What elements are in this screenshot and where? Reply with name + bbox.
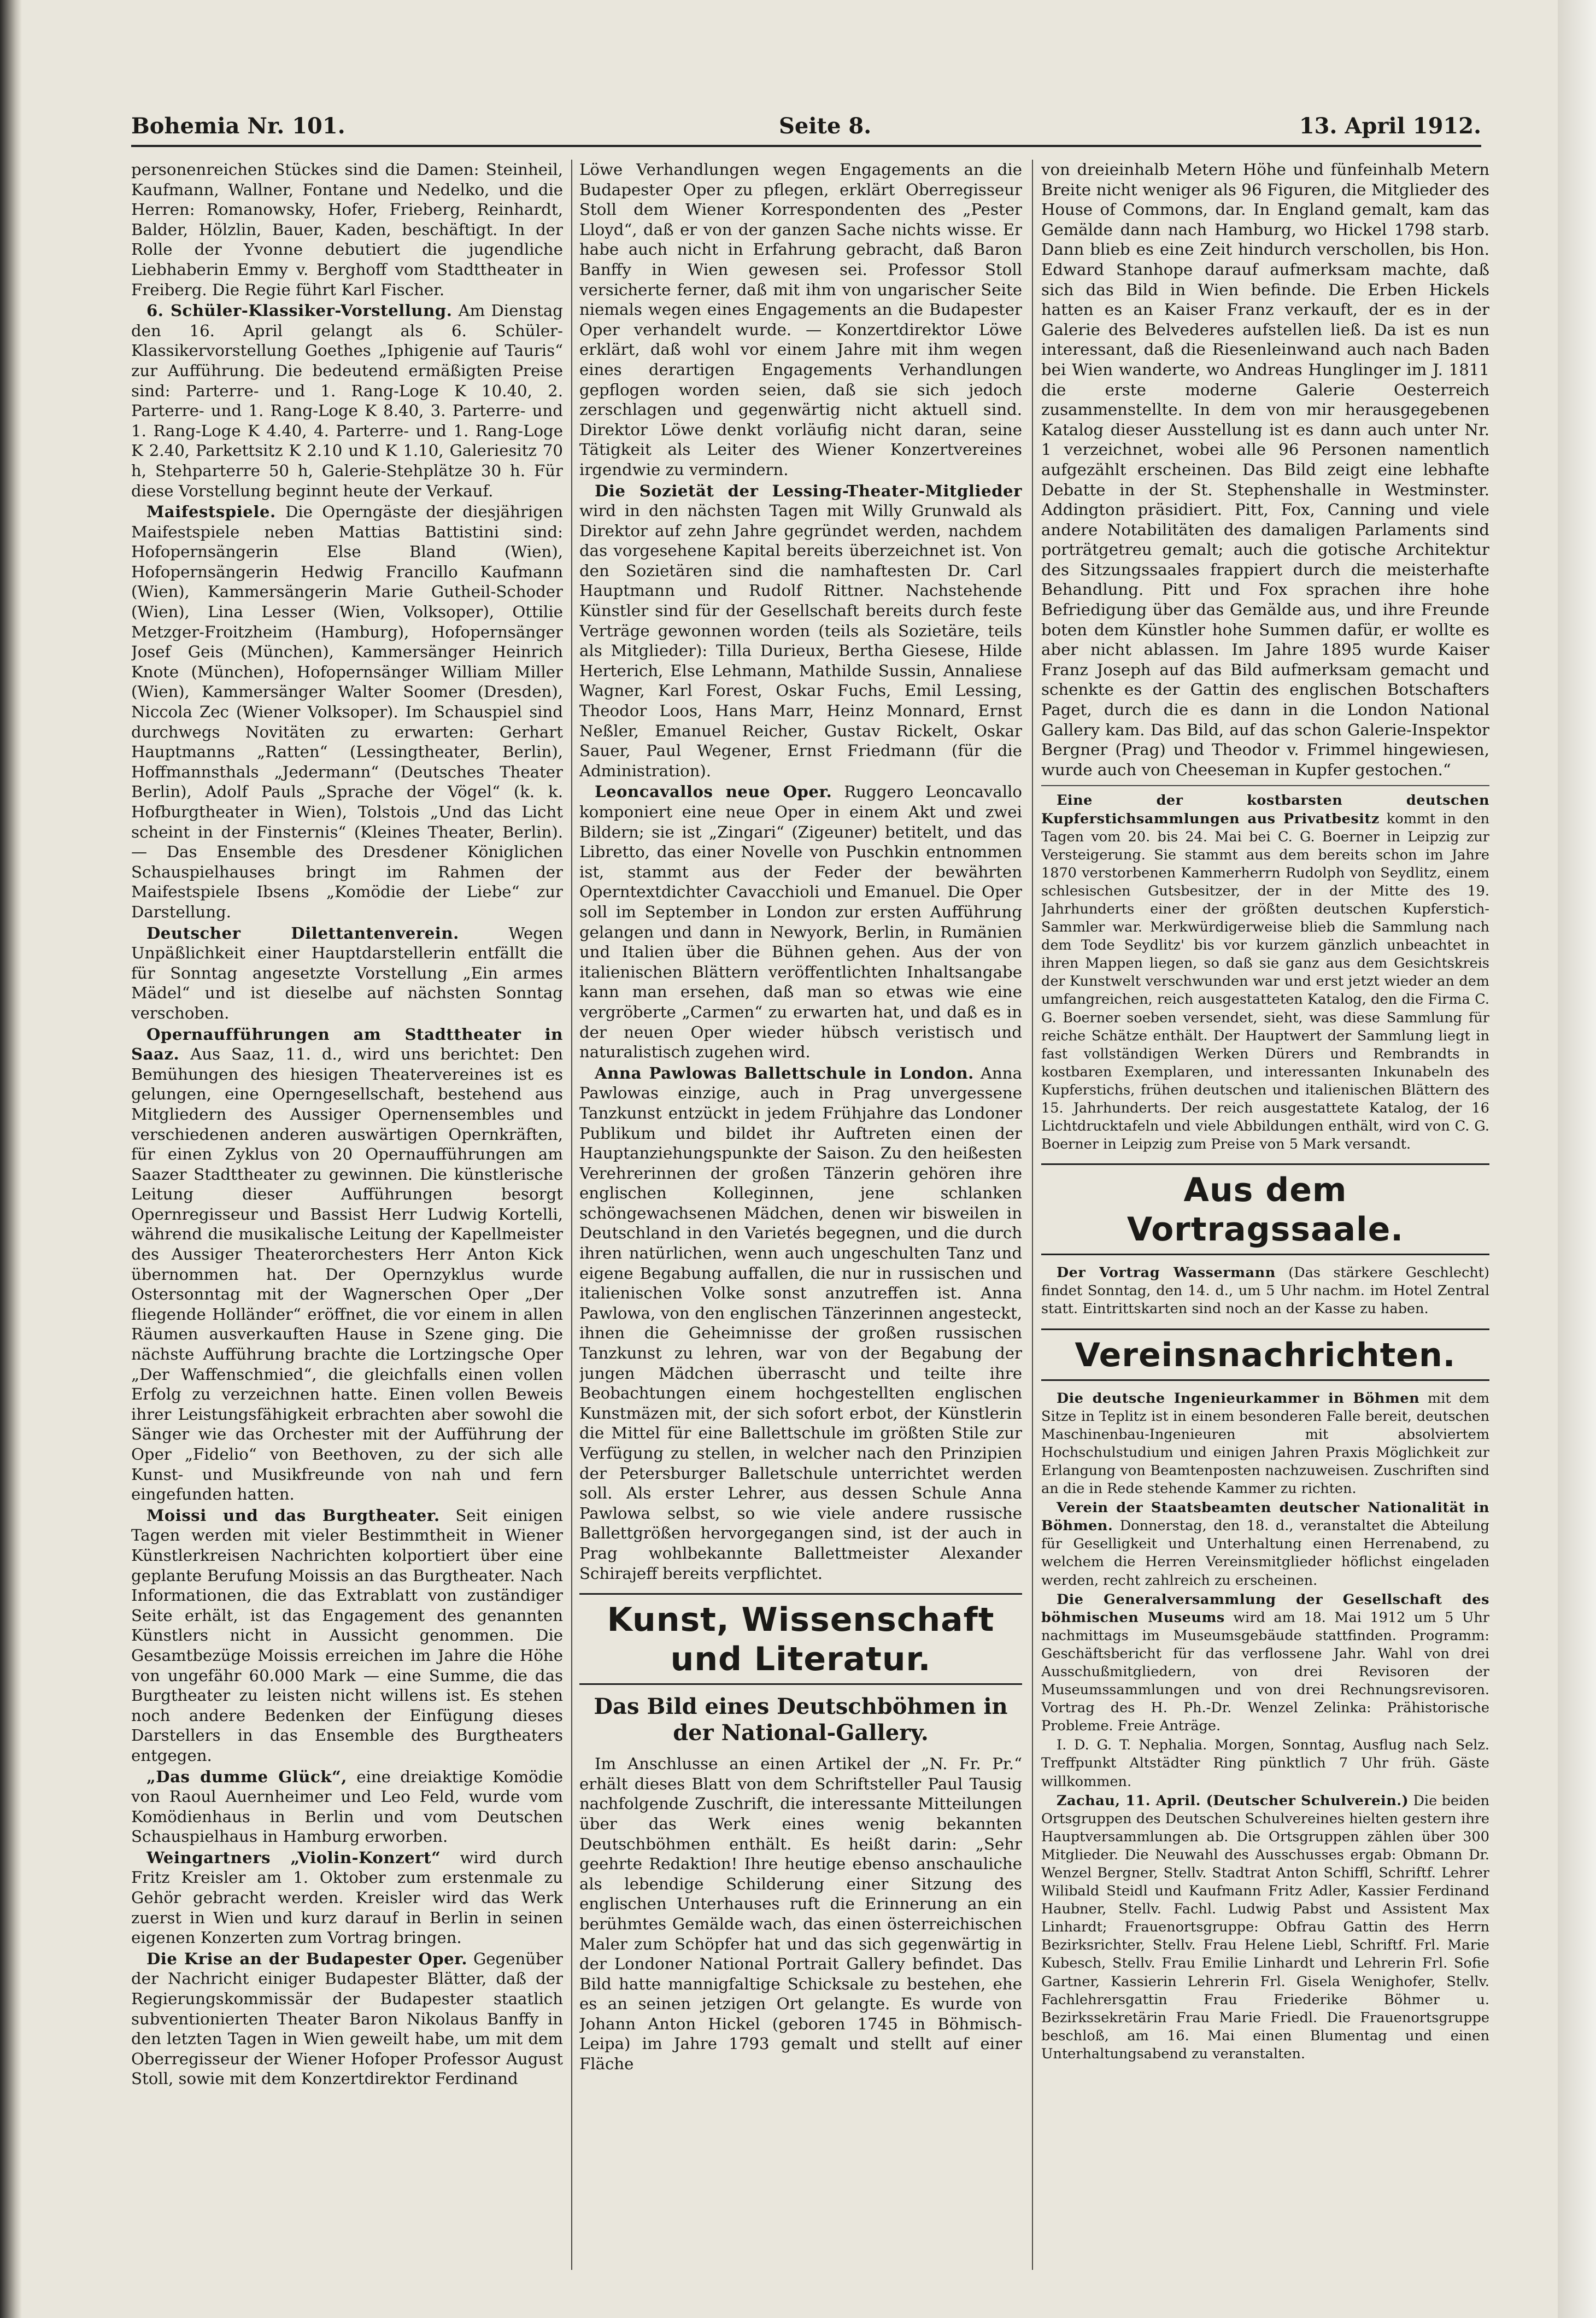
article-paragraph (1041, 1264, 1489, 1318)
article-title: Weingartners „Violin-Konzert“ (146, 1848, 441, 1867)
article-paragraph (131, 502, 563, 922)
article-body: Die Operngäste der diesjährigen Maifestspiele neben Mattias Battistini sind: Hofopernsängerin Else Bland (Wien), Hofopernsängerin Hedwig Francillo Kaufmann (Wien), Kammersängerin Marie Gutheil-Schoder (Wien), Lina Lesser (Wien, Volksoper), Ottilie Metzger-Froitzheim (Hamburg), Hofopernsänger Josef Geis (München), Kammersänger Heinrich Knote (München), Hofopernsänger William Miller (Wien), Kammersänger Walter Soomer (Dresden), Niccola Zec (Wiener Volksoper). Im Schauspiel sind durchwegs Novitäten zu erwarten: Gerhart Hauptmanns „Ratten“ (Lessingtheater, Berlin), Hoffmannsthals „Jedermann“ (Deutsches Theater Berlin), Adolf Pauls „Sprache der Vögel“ (k. k. Hofburgtheater in Wien), Tolstois „Und das Licht scheint in der Finsternis“ (Kleines Theater, Berlin). — Das Ensemble des Dresdener Königlichen Schauspielhauses bringt im Rahmen der Maifestspiele Ibsens „Komödie der Liebe“ zur Darstellung. (131, 502, 563, 921)
article-paragraph (131, 301, 563, 501)
article-body: Aus Saaz, 11. d., wird uns berichtet: Den Bemühungen des hiesigen Theatervereines ist es gelungen, eine Operngesellschaft, bestehend aus Mitgliedern des Aussiger Opernensembles und verschiedenen anderen auswärtigen Opernkräften, für einen Zyklus von 20 Opernaufführungen am Saazer Stadttheater zu gewinnen. Die künstlerische Leitung dieser Aufführungen besorgt Opernregisseur und Bassist Herr Ludwig Kortelli, während die musikalische Leitung der Kapellmeister des Aussiger Theaterorchesters Herr Anton Kick übernommen hat. Der Opernzyklus wurde Ostersonntag mit der Wagnerschen Oper „Der fliegende Holländer“ eröffnet, die vor einem in allen Räumen ausverkauften Hause in Szene ging. Die nächste Aufführung brachte die Lortzingsche Oper „Der Waffenschmied“, die gleichfalls einen vollen Erfolg zu verzeichnen hatte. Einen vollen Beweis ihrer Leistungsfähigkeit erbrachten aber sowohl die Sänger wie das Orchester mit der Aufführung der Oper „Fidelio“ von Beethoven, zu der sich alle Kunst- und Musikfreunde von nah und fern eingefunden hatten. (131, 1045, 563, 1504)
article-paragraph: Löwe Verhandlungen wegen Engagements an die Budapester Oper zu pflegen, erklärt Oberregisseur Stoll dem Wiener Korrespondenten des „Pester Lloyd“, daß er von der ganzen Sache nichts wisse. Er habe auch nicht in Erfahrung gebracht, daß Baron Banffy in Wien gewesen sei. Professor Stoll versicherte ferner, daß mit ihm von ungarischer Seite niemals wegen eines Engagements an die Budapester Oper verhandelt wurde. — Konzertdirektor Löwe erklärt, daß wohl vor einem Jahre mit ihm wegen eines derartigen Engagements Verhandlungen gepflogen worden seien, daß sie sich jedoch zerschlagen und gegenwärtig nicht aktuell sind. Direktor Löwe denkt vorläufig nicht daran, seine Tätigkeit als Leiter des Wiener Konzertvereines irgendwie zu vermindern. (579, 160, 1022, 479)
column-3 (1041, 160, 1489, 2281)
article-title: Eine der kostbarsten deutschen Kupferstichsammlungen aus Privatbesitz (1041, 792, 1489, 827)
section-heading: Vereinsnachrichten. (1075, 1336, 1456, 1374)
article-paragraph (1041, 1792, 1489, 2063)
article-paragraph (131, 1025, 563, 1505)
column-1 (131, 160, 563, 2281)
article-body: wird in den nächsten Tagen mit Willy Grunwald als Direktor auf zehn Jahre gegründet werden, nachdem das vorgesehene Kapital bereits überzeichnet ist. Von den Sozietären sind die namhaftesten Dr. Carl Hauptmann und Rudolf Rittner. Nachstehende Künstler sind für der Gesellschaft bereits durch feste Verträge gewonnen worden (teils als Sozietäre, teils als Mitglieder): Tilla Durieux, Bertha Giesese, Hilde Herterich, Else Lehmann, Mathilde Sussin, Annaliese Wagner, Karl Forest, Oskar Fuchs, Emil Lessing, Theodor Loos, Hans Marr, Heinz Monnard, Ernst Neßler, Emanuel Reicher, Gustav Rickelt, Oskar Sauer, Paul Wegener, Ernst Friedmann (für die Administration). (579, 501, 1022, 780)
article-headline: Das Bild eines Deutschböhmen in der National-Gallery. (594, 1694, 1008, 1746)
article-paragraph: I. D. G. T. Nephalia. Morgen, Sonntag, Ausflug nach Selz. Treffpunkt Altstädter Ring pünktlich 7 Uhr früh. Gäste willkommen. (1041, 1737, 1489, 1790)
article-title: Der Vortrag Wassermann (1057, 1265, 1276, 1281)
article-body: Am Dienstag den 16. April gelangt als 6. Schüler-Klassikervorstellung Goethes „Iphigenie auf Tauris“ zur Aufführung. Die bedeutend ermäßigten Preise sind: Parterre- und 1. Rang-Loge K 10.40, 2. Parterre- und 1. Rang-Loge K 8.40, 3. Parterre- und 1. Rang-Loge K 4.40, 4. Parterre- und 1. Rang-Loge K 2.40, Parkettsitz K 2.10 und K 1.10, Galeriesitz 70 h, Stehparterre 50 h, Galerie-Stehplätze 30 h. Für diese Vorstellung beginnt heute der Verkauf. (131, 301, 563, 500)
article-body: wird durch Fritz Kreisler am 1. Oktober zum erstenmale zu Gehör gebracht werden. Kreisler wird das Werk zuerst in Wien und kurz darauf in Berlin in seinen eigenen Konzerten zum Vortrag bringen. (131, 1848, 563, 1947)
article-paragraph (1041, 1591, 1489, 1736)
article-title: Zachau, 11. April. (Deutscher Schulverein.) (1057, 1792, 1409, 1809)
article-paragraph: Im Anschlusse an einen Artikel der „N. Fr. Pr.“ erhält dieses Blatt von dem Schriftsteller Paul Tausig nachfolgende Zuschrift, die interessante Mitteilungen über das Werk eines wenig bekannten Deutschböhmen enthält. Es heißt darin: „Sehr geehrte Redaktion! Ihre heutige ebenso anschauliche als lebendige Schilderung einer Sitzung des englischen Unterhauses ruft die Erinnerung an ein berühmtes Gemälde wach, das einen österreichischen Maler zum Schöpfer hat und das sich gegenwärtig in der Londoner National Portrait Gallery befindet. Das Bild hatte mannigfaltige Schicksale zu bestehen, ehe es an seinen jetzigen Ort gelangte. Es wurde von Johann Anton Hickel (geboren 1745 in Böhmisch-Leipa) im Jahre 1793 gemalt und stellt auf einer Fläche (579, 1754, 1022, 2074)
article-paragraph: personenreichen Stückes sind die Damen: Steinheil, Kaufmann, Wallner, Fontane und Nedelko, und die Herren: Romanowsky, Hofer, Frieberg, Reinhardt, Balder, Hölzlin, Bauer, Kaden, beschäftigt. In der Rolle der Yvonne debutiert die jugendliche Liebhaberin Emmy v. Berghoff vom Stadttheater in Freiberg. Die Regie führt Karl Fischer. (131, 160, 563, 299)
article-paragraph (131, 1848, 563, 1948)
page-edge (1558, 0, 1596, 2318)
article-body: eine dreiaktige Komödie von Raoul Auernheimer und Leo Feld, wurde vom Komödienhaus in Berlin und vom Deutschen Schauspielhaus in Hamburg erworben. (131, 1767, 563, 1846)
article-paragraph (579, 782, 1022, 1062)
article-title: Maifestspiele. (146, 502, 276, 522)
header-publication: Bohemia Nr. 101. (131, 113, 345, 139)
article-title: Deutscher Dilettantenverein. (146, 923, 459, 943)
section-header-box (1041, 1328, 1489, 1381)
article-title: Leoncavallos neue Oper. (595, 782, 832, 801)
article-title: Opernaufführungen am Stadttheater in Saaz. (131, 1025, 563, 1064)
column-rule (1032, 160, 1033, 2270)
article-body: Gegenüber der Nachricht einiger Budapester Blätter, daß der Regierungskommissär der Budapester staatlich subventionierten Theater Baron Nikolaus Banffy in den letzten Tagen in Wien geweilt habe, um mit dem Oberregisseur der Wiener Hofoper Professor August Stoll, sowie mit dem Konzertdirektor Ferdinand (131, 1949, 563, 2088)
article-body: (Das stärkere Geschlecht) findet Sonntag, den 14. d., um 5 Uhr nachm. im Hotel Zentral statt. Eintrittskarten sind noch an der Kasse zu haben. (1041, 1265, 1489, 1318)
article-title: 6. Schüler-Klassiker-Vorstellung. (146, 301, 453, 320)
article-title: Die Generalversammlung der Gesellschaft des böhmischen Museums (1041, 1591, 1489, 1626)
article-title: Die Sozietät der Lessing-Theater-Mitglieder (595, 481, 1022, 500)
article-body: Die beiden Ortsgruppen des Deutschen Schulvereines hielten gestern ihre Hauptversammlungen ab. Die Ortsgruppen zählen über 300 Mitglieder. Die Neuwahl des Ausschusses ergab: Obmann Dr. Wenzel Bergner, Stellv. Stadtrat Anton Schiffl, Schriftf. Lehrer Wilibald Steidl und Kaufmann Fritz Adler, Kassier Ferdinand Haubner, Stellv. Fachl. Ludwig Pabst und Assistent Max Linhardt; Frauenortsgruppe: Obfrau Gattin des Herrn Bezirksrichter, Stellv. Frau Helene Liebl, Schriftf. Frl. Marie Kubesch, Stellv. Frau Emilie Linhardt und Lehrerin Frl. Sofie Gartner, Kassierin Lehrerin Frl. Gisela Wenighofer, Stellv. Fachlehrersgattin Frau Friederike Böhmer u. Bezirkssekretärin Frau Marie Friedl. Die Frauenortsgruppe beschloß, am 16. Mai einen Blumentag und einen Unterhaltungsabend zu veranstalten. (1041, 1792, 1489, 2062)
article-title: Moissi und das Burgtheater. (146, 1506, 440, 1525)
section-header-box (579, 1593, 1022, 1685)
article-title: Anna Pawlowas Ballettschule in London. (595, 1063, 974, 1082)
article-paragraph (131, 1949, 563, 2089)
article-body: kommt in den Tagen vom 20. bis 24. Mai bei C. G. Boerner in Leipzig zur Versteigerung. Sie stammt aus dem bereits schon im Jahre 1870 verstorbenen Kammerherrn Rudolph von Seydlitz, einem schlesischen Gutsbesitzer, der in der Mitte des 19. Jahrhunderts einer der größten deutschen Kupferstich-Sammler war. Merkwürdigerweise blieb die Sammlung nach dem Tode Seydlitz' bis vor kurzem gänzlich unbeachtet in ihren Mappen liegen, so daß sie ganz aus dem Gesichtskreis der Kunstwelt verschwunden war und erst jetzt wieder an dem umfangreichen, reich ausgestatteten Katalog, den die Firma C. G. Boerner soeben versendet, sieht, was diese Sammlung für reiche Schätze enthält. Der Hauptwert der Sammlung liegt in fast vollständigen Werken Dürers und Rembrandts in kostbaren Exemplaren, und interessanten Inkunabeln des Kupferstichs, frühen deutschen und italienischen Blättern des 15. Jahrhunderts. Der reich ausgestattete Katalog, der 16 Lichtdrucktafeln und viele Abbildungen enthält, wird von C. G. Boerner in Leipzig zum Preise von 5 Mark versandt. (1041, 810, 1489, 1153)
header-date: 13. April 1912. (1299, 113, 1481, 139)
article-title: Die Krise an der Budapester Oper. (146, 1949, 468, 1968)
page-header (131, 107, 1481, 147)
article-title: „Das dumme Glück“, (146, 1767, 347, 1786)
article-paragraph (131, 1506, 563, 1766)
article-title: Die deutsche Ingenieurkammer in Böhmen (1057, 1390, 1420, 1407)
section-heading: Kunst, Wissenschaft und Literatur. (607, 1601, 995, 1679)
header-page-number: Seite 8. (779, 113, 872, 139)
article-paragraph (1041, 1390, 1489, 1498)
article-paragraph: von dreieinhalb Metern Höhe und fünfeinhalb Metern Breite nicht weniger als 96 Figuren, die Mitglieder des House of Commons, dar. In England gemalt, kam das Gemälde dann nach Hamburg, wo Hickel 1798 starb. Dann blieb es eine Zeit hindurch verschollen, bis Hon. Edward Stanhope darauf aufmerksam machte, daß sich das Bild in Wien befinde. Die Erben Hickels hatten es an Kaiser Franz verkauft, der es in der Galerie des Belvederes aufstellen ließ. Da ist es nun interessant, daß die Riesenleinwand auch nach Baden bei Wien wanderte, wo Andreas Hunglinger im J. 1811 die erste moderne Galerie Oesterreich zusammenstellte. In dem von mir herausgegebenen Katalog dieser Ausstellung ist es dann auch unter Nr. 1 verzeichnet, wobei alle 96 Personen namentlich aufgezählt erscheinen. Das Bild zeigt eine lebhafte Debatte in der St. Stephenshalle in Westminster. Addington präsidiert. Pitt, Fox, Canning und viele andere Notabilitäten des damaligen Parlaments sind porträtgetreu gemalt; auch die gotische Architektur des Sitzungssaales frappiert durch die meisterhafte Behandlung. Pitt und Fox sprachen ihre hohe Befriedigung über das Gemälde aus, und ihre Freunde boten dem Künstler hohe Summen dafür, er wollte es aber nicht ablassen. Im Jahre 1895 wurde Kaiser Franz Joseph auf das Bild aufmerksam gemacht und schenkte es der Gattin des englischen Botschafters Paget, durch die es dann in die London National Gallery kam. Das Bild, auf das schon Galerie-Inspektor Bergner (Prag) und Theodor v. Frimmel hingewiesen, wurde auch von Cheeseman in Kupfer gestochen.“ (1041, 160, 1489, 779)
article-paragraph (131, 923, 563, 1023)
article-title: Verein der Staatsbeamten deutscher Nationalität in Böhmen. (1041, 1500, 1489, 1535)
section-heading: Aus dem Vortragssaale. (1126, 1171, 1404, 1249)
article-body: Wegen Unpäßlichkeit einer Hauptdarstellerin entfällt die für Sonntag angesetzte Vorstellung „Ein armes Mädel“ und ist dieselbe auf nächsten Sonntag verschoben. (131, 923, 563, 1022)
article-paragraph (131, 1767, 563, 1847)
column-rule (571, 160, 572, 2270)
column-2 (579, 160, 1022, 2281)
page-gutter-shadow (0, 0, 22, 2318)
article-body: Ruggero Leoncavallo komponiert eine neue Oper in einem Akt und zwei Bildern; sie ist „Zingari“ (Zigeuner) betitelt, und das Libretto, das einer Novelle von Puschkin entnommen ist, stammt aus der Feder der bewährten Operntextdichter Cavacchioli und Emanuel. Die Oper soll im September in London zur ersten Aufführung gelangen und dann in Newyork, Berlin, in Rumänien und Italien über die Bühnen gehen. Aus der von italienischen Blättern veröffentlichten Inhaltsangabe kann man ersehen, daß man so etwas wie eine vergröberte „Carmen“ zu erwarten hat, und daß es in der neuen Oper wieder hübsch veristisch und naturalistisch zugehen wird. (579, 782, 1022, 1062)
article-body: mit dem Sitze in Teplitz ist in einem besonderen Falle bereit, deutschen Maschinenbau-Ingenieuren mit absolviertem Hochschulstudium und einigen Jahren Praxis Möglichkeit zur Erlangung von Beamtenposten nachzuweisen. Zuschriften sind an die in Rede stehende Kammer zu richten. (1041, 1390, 1489, 1497)
article-paragraph (1041, 792, 1489, 1154)
article-paragraph (579, 1063, 1022, 1583)
article-body: Seit einigen Tagen werden mit vieler Bestimmtheit in Wiener Künstlerkreisen Nachrichten kolportiert über eine geplante Berufung Moissis an das Burgtheater. Nach Informationen, die das Extrablatt von zuständiger Seite erhält, ist das Engagement des genannten Künstlers nicht in Aussicht genommen. Die Gesamtbezüge Moissis erreichen im Jahre die Höhe von ungefähr 60.000 Mark — eine Summe, die das Burgtheater zu leisten nicht willens ist. Es stehen noch andere Bedenken der Einfügung dieses Darstellers in das Ensemble des Burgtheaters entgegen. (131, 1506, 563, 1765)
article-body: wird am 18. Mai 1912 um 5 Uhr nachmittags im Museumsgebäude stattfinden. Programm: Geschäftsbericht für das verflossene Jahr. Wahl von drei Ausschußmitgliedern, von drei Revisoren der Museumssammlungen und von drei Rechnungsrevisoren. Vortrag des H. Ph.-Dr. Wenzel Zelinka: Prähistorische Probleme. Freie Anträge. (1041, 1609, 1489, 1735)
divider (1041, 785, 1489, 786)
article-paragraph (1041, 1499, 1489, 1589)
article-paragraph (579, 481, 1022, 781)
article-body: Anna Pawlowas einzige, auch in Prag unvergessene Tanzkunst entzückt in jedem Frühjahre das Londoner Publikum und bildet ihr Auftreten einen der Hauptanziehungspunkte der Saison. Zu den heißesten Verehrerinnen der großen Tänzerin gehören ihre englischen Kolleginnen, jene schlanken schöngewachsenen Mädchen, denen wir bisweilen in Deutschland in den Varietés begegnen, und die durch ihren natürlichen, wenn auch ungeschulten Tanz und eigene Begabung auffallen, die nur in russischen und italienischen Volke sonst anzutreffen ist. Anna Pawlowa, von den englischen Tänzerinnen angesteckt, ihnen die Geheimnisse der großen russischen Tanzkunst zu lehren, war von der Begabung der jungen Mädchen überrascht und teilte ihre Beobachtungen einem hochgestellten englischen Kunstmäzen mit, der sich sofort erbot, der Künstlerin die Mittel für eine Ballettschule im größten Stile zur Verfügung zu stellen, in welcher nach den Prinzipien der Petersburger Balletschule unterrichtet werden soll. Als erster Lehrer, aus dessen Schule Anna Pawlowa selbst, so wie viele andere russische Ballettgrößen hervorgegangen sind, ist der auch in Prag wohlbekannte Ballettmeister Alexander Schirajeff bereits verpflichtet. (579, 1063, 1022, 1583)
section-header-box (1041, 1163, 1489, 1255)
article-body: Donnerstag, den 18. d., veranstaltet die Abteilung für Geselligkeit und Unterhaltung einen Herrenabend, zu welchem die Herren Vereinsmitglieder höflichst eingeladen werden, recht zahlreich zu erscheinen. (1041, 1518, 1489, 1589)
